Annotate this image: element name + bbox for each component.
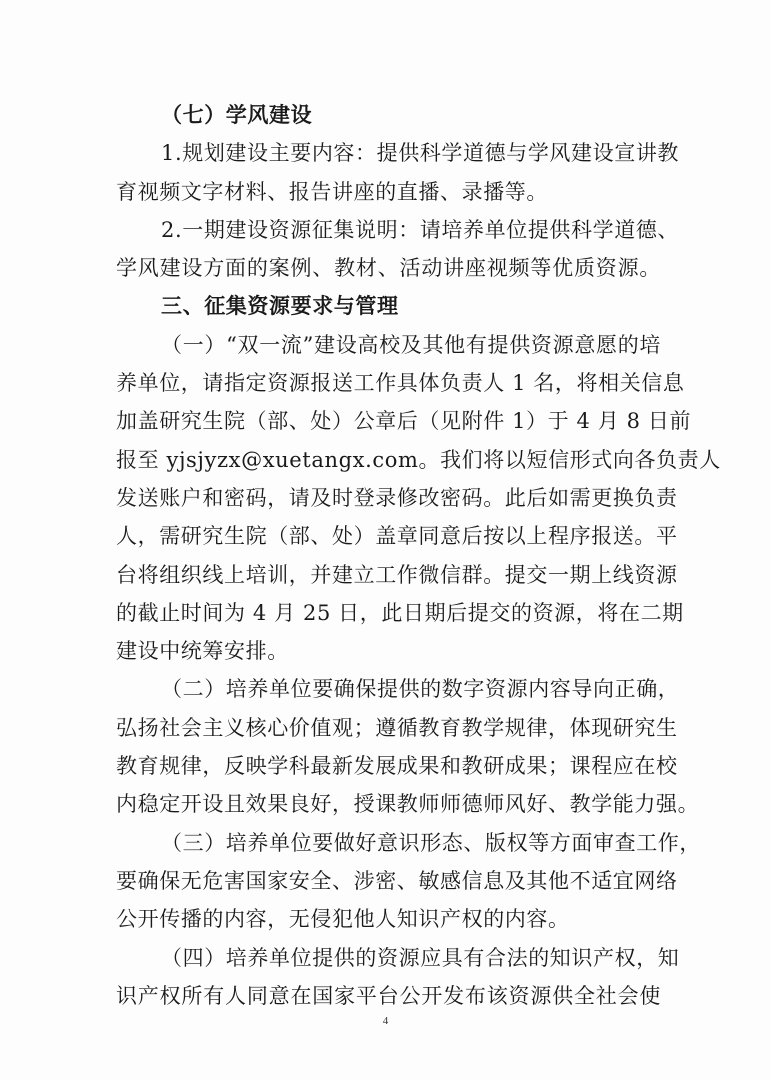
paragraph-line: 加盖研究生院（部、处）公章后（见附件 1）于 4 月 8 日前 [116,409,692,434]
paragraph-line: 养单位，请指定资源报送工作具体负责人 1 名，将相关信息 [116,371,685,396]
paragraph-line: 育视频文字材料、报告讲座的直播、录播等。 [116,179,548,204]
paragraph-line: 教育规律，反映学科最新发展成果和教研成果；课程应在校 [116,754,678,779]
paragraph-line: 建设中统筹安排。 [116,639,289,664]
paragraph-line: （四）培养单位提供的资源应具有合法的知识产权，知 [161,945,680,970]
page-number: 4 [382,1015,389,1027]
paragraph-line: 公开传播的内容，无侵犯他人知识产权的内容。 [116,907,570,932]
paragraph-line: （一）“双一流”建设高校及其他有提供资源意愿的培 [161,332,661,357]
paragraph-line: 1.规划建设主要内容：提供科学道德与学风建设宣讲教 [161,141,680,166]
paragraph-line: 内稳定开设且效果良好，授课教师师德师风好、教学能力强。 [116,792,700,817]
paragraph-line: 识产权所有人同意在国家平台公开发布该资源供全社会使 [116,983,661,1008]
document-body [116,96,721,1015]
section-heading-7: （七）学风建设 [161,103,313,127]
section-heading-3: 三、征集资源要求与管理 [161,294,399,319]
paragraph-line: 2.一期建设资源征集说明：请培养单位提供科学道德、 [161,217,680,242]
paragraph-line: 发送账户和密码，请及时登录修改密码。此后如需更换负责 [116,485,678,510]
paragraph-line: 要确保无危害国家安全、涉密、敏感信息及其他不适宜网络 [116,868,678,893]
paragraph-line: 的截止时间为 4 月 25 日，此日期后提交的资源，将在二期 [116,600,684,625]
paragraph-line: 弘扬社会主义核心价值观；遵循教育教学规律，体现研究生 [116,715,678,740]
paragraph-line: 人，需研究生院（部、处）盖章同意后按以上程序报送。平 [116,524,678,549]
paragraph-line-email: 报至 yjsjyzx@xuetangx.com。我们将以短信形式向各负责人 [116,447,721,472]
paragraph-line: 学风建设方面的案例、教材、活动讲座视频等优质资源。 [116,256,661,281]
paragraph-line: 台将组织线上培训，并建立工作微信群。提交一期上线资源 [116,562,678,587]
paragraph-line: （三）培养单位要做好意识形态、版权等方面审查工作， [161,830,701,855]
paragraph-line: （二）培养单位要确保提供的数字资源内容导向正确， [161,677,680,702]
